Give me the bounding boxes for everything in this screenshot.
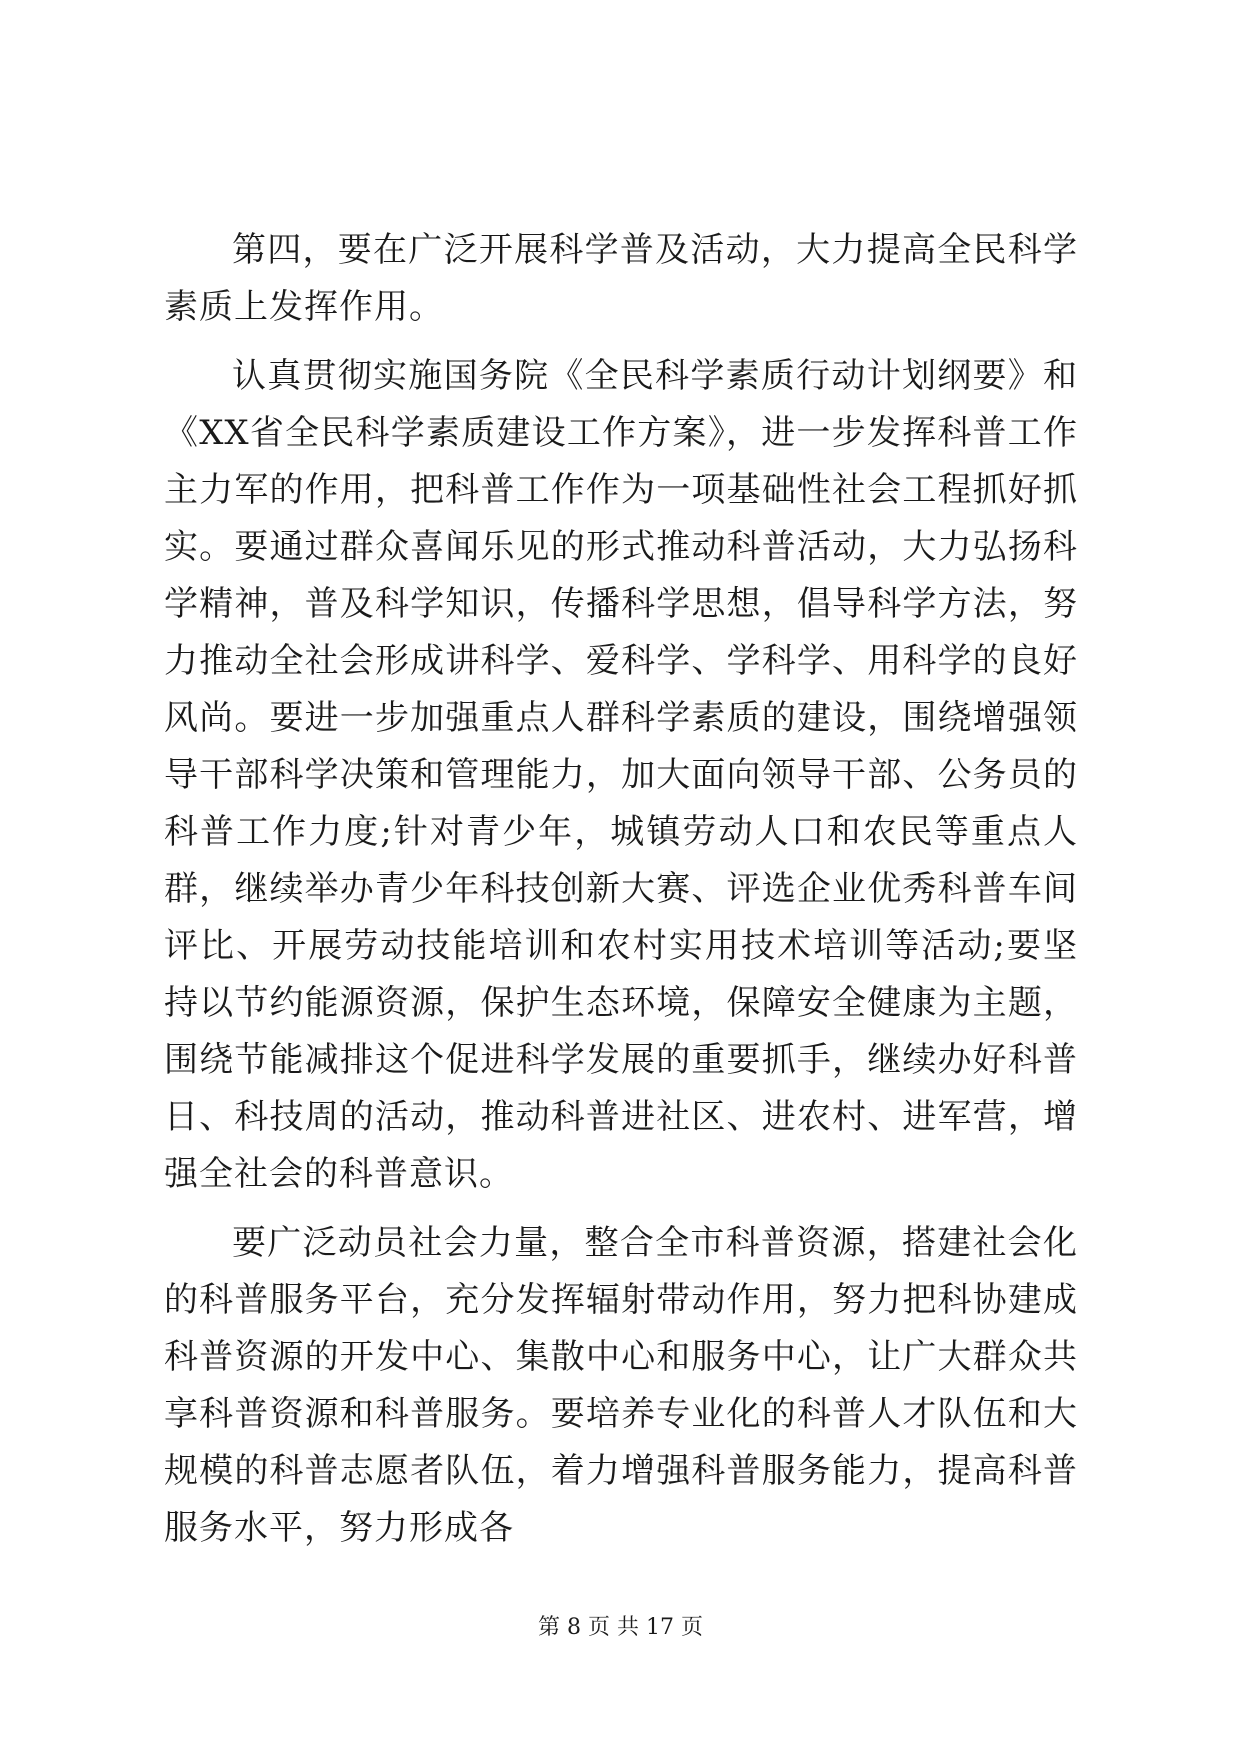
paragraph-science-quality-plan: 认真贯彻实施国务院《全民科学素质行动计划纲要》和《XX省全民科学素质建设工作方案》，进一步发挥科普工作主力军的作用，把科普工作作为一项基础性社会工程抓好抓实。要通过群众喜闻乐见的形式推动科普活动，大力弘扬科学精神，普及科学知识，传播科学思想，倡导科学方法，努力推动全社会形成讲科学、爱科学、学科学、用科学的良好风尚。要进一步加强重点人群科学素质的建设，围绕增强领导干部科学决策和管理能力，加大面向领导干部、公务员的科普工作力度;针对青少年，城镇劳动人口和农民等重点人群，继续举办青少年科技创新大赛、评选企业优秀科普车间评比、开展劳动技能培训和农村实用技术培训等活动;要坚持以节约能源资源，保护生态环境，保障安全健康为主题，围绕节能减排这个促进科学发展的重要抓手，继续办好科普日、科技周的活动，推动科普进社区、进农村、进军营，增强全社会的科普意识。 [164,356,1079,1194]
document-body [164,222,1078,1557]
paragraph-section-four-heading: 第四，要在广泛开展科学普及活动，大力提高全民科学素质上发挥作用。 [164,230,1078,327]
paragraph-social-mobilization: 要广泛动员社会力量，整合全市科普资源，搭建社会化的科普服务平台，充分发挥辐射带动作用，努力把科协建成科普资源的开发中心、集散中心和服务中心，让广大群众共享科普资源和科普服务。要培养专业化的科普人才队伍和大规模的科普志愿者队伍，着力增强科普服务能力，提高科普服务水平，努力形成各 [164,1223,1078,1548]
page-number-footer: 第 8 页 共 17 页 [538,1615,703,1640]
